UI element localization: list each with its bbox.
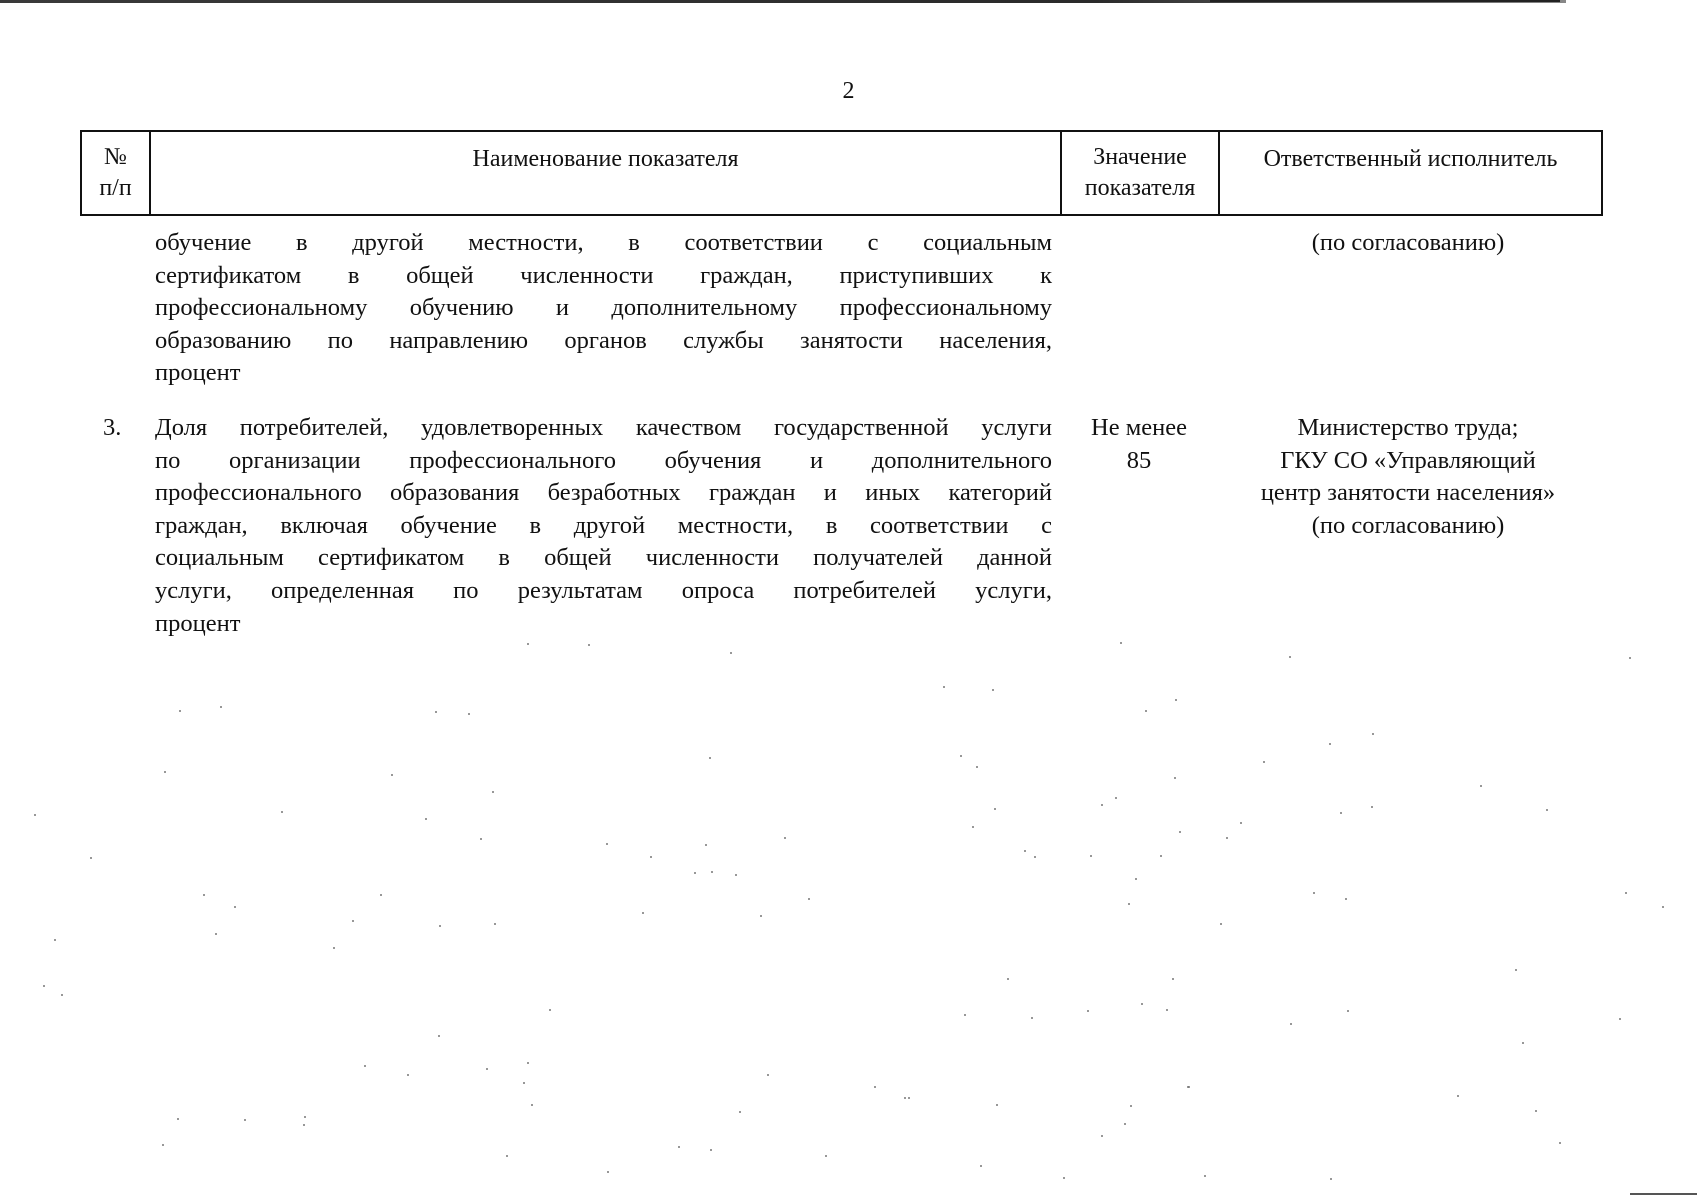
- scan-speck: [549, 1009, 551, 1011]
- scan-speck: [352, 920, 354, 922]
- scan-speck: [527, 643, 529, 645]
- scan-speck: [1166, 1009, 1168, 1011]
- scan-speck: [303, 1124, 305, 1126]
- scan-speck: [1101, 804, 1103, 806]
- scan-speck: [735, 874, 737, 876]
- scan-speck: [1457, 1095, 1459, 1097]
- scan-speck: [1087, 1010, 1089, 1012]
- scan-edge-top-overlay: [1210, 0, 1560, 2]
- scan-speck: [438, 1035, 440, 1037]
- scan-speck: [1220, 923, 1222, 925]
- scan-speck: [710, 1149, 712, 1151]
- continued-row-responsible: (по согласованию): [1311, 229, 1505, 256]
- header-num: № п/п: [82, 132, 151, 214]
- value-line: 85: [1126, 446, 1152, 474]
- scan-speck: [1329, 743, 1331, 745]
- header-name: Наименование показателя: [151, 132, 1062, 214]
- table-header: [80, 130, 1603, 216]
- scan-speck: [1145, 710, 1147, 712]
- scan-speck: [1115, 797, 1117, 799]
- scan-speck: [439, 925, 441, 927]
- scan-speck: [54, 939, 56, 941]
- scan-speck: [1175, 699, 1177, 701]
- scan-speck: [34, 814, 36, 816]
- scan-speck: [992, 689, 994, 691]
- header-responsible: Ответственный исполнитель: [1263, 146, 1558, 172]
- scan-speck: [1063, 1177, 1065, 1179]
- scan-speck: [1024, 850, 1026, 852]
- scan-speck: [1372, 733, 1374, 735]
- scan-speck: [1340, 812, 1342, 814]
- scan-speck: [980, 1165, 982, 1167]
- scan-speck: [407, 1074, 409, 1076]
- scan-speck: [391, 774, 393, 776]
- scan-speck: [531, 1104, 533, 1106]
- scan-speck: [908, 1097, 910, 1099]
- scan-speck: [527, 1062, 529, 1064]
- scan-speck: [1128, 903, 1130, 905]
- text-line: социальным сертификатом в общей численности получателей данной: [155, 544, 1052, 572]
- scan-speck: [43, 985, 45, 987]
- scan-speck: [994, 808, 996, 810]
- text-line: процент: [155, 359, 241, 387]
- scan-speck: [1546, 809, 1548, 811]
- scan-speck: [304, 1116, 306, 1118]
- scan-speck: [333, 947, 335, 949]
- scan-speck: [61, 994, 63, 996]
- scan-speck: [678, 1146, 680, 1148]
- scan-speck: [1480, 785, 1482, 787]
- scan-speck: [162, 1144, 164, 1146]
- scan-speck: [1188, 1086, 1190, 1088]
- scan-speck: [972, 826, 974, 828]
- text-line: граждан, включая обучение в другой местности, в соответствии с: [155, 511, 1052, 539]
- scan-speck: [468, 713, 470, 715]
- scan-speck: [435, 711, 437, 713]
- scan-speck: [215, 933, 217, 935]
- scan-speck: [234, 906, 236, 908]
- scan-speck: [739, 1111, 741, 1113]
- scan-speck: [1007, 978, 1009, 980]
- header-value: Значение показателя: [1062, 132, 1220, 214]
- scan-speck: [380, 894, 382, 896]
- scan-speck: [588, 644, 590, 646]
- scan-speck: [1226, 837, 1228, 839]
- scan-speck: [709, 757, 711, 759]
- row3-responsible: [1218, 412, 1598, 542]
- text-line: по организации профессионального обучения и дополнительного: [155, 446, 1052, 474]
- scan-speck: [964, 1014, 966, 1016]
- scan-speck: [1031, 1017, 1033, 1019]
- row3-value: [1060, 412, 1218, 477]
- text-line: Доля потребителей, удовлетворенных качеством государственной услуги: [155, 414, 1052, 441]
- scan-speck: [760, 915, 762, 917]
- row3-number: 3.: [103, 414, 122, 441]
- scan-speck: [1662, 906, 1664, 908]
- scan-speck: [1313, 892, 1315, 894]
- scan-speck: [220, 706, 222, 708]
- scan-speck: [1172, 978, 1174, 980]
- scan-speck: [1629, 657, 1631, 659]
- scan-speck: [1330, 1178, 1332, 1180]
- scan-speck: [179, 710, 181, 712]
- scan-speck: [960, 755, 962, 757]
- scan-speck: [767, 1074, 769, 1076]
- scan-speck: [364, 1065, 366, 1067]
- scan-speck: [1619, 1018, 1621, 1020]
- scan-speck: [1130, 1105, 1132, 1107]
- text-line: образованию по направлению органов службы занятости населения,: [155, 326, 1052, 354]
- scan-speck: [825, 1155, 827, 1157]
- scan-speck: [506, 1155, 508, 1157]
- text-line: профессионального образования безработных граждан и иных категорий: [155, 479, 1052, 507]
- scan-speck: [486, 1068, 488, 1070]
- scan-speck: [976, 766, 978, 768]
- scan-speck: [1345, 898, 1347, 900]
- scan-speck: [1174, 777, 1176, 779]
- responsible-line: центр занятости населения»: [1260, 479, 1556, 507]
- text-line: услуги, определенная по результатам опроса потребителей услуги,: [155, 576, 1052, 604]
- text-line: обучение в другой местности, в соответствии с социальным: [155, 229, 1052, 256]
- scan-speck: [480, 838, 482, 840]
- scan-speck: [1289, 656, 1291, 658]
- scan-speck: [90, 857, 92, 859]
- scan-speck: [281, 811, 283, 813]
- scan-speck: [1204, 1175, 1206, 1177]
- value-line: Не менее: [1091, 414, 1187, 441]
- text-line: сертификатом в общей численности граждан, приступивших к: [155, 261, 1052, 289]
- scan-speck: [523, 1082, 525, 1084]
- scan-speck: [1347, 1010, 1349, 1012]
- scan-speck: [244, 1119, 246, 1121]
- scan-speck: [1625, 892, 1627, 894]
- scan-edge-bottom: [1630, 1193, 1697, 1195]
- scan-speck: [874, 1086, 876, 1088]
- scan-speck: [607, 1171, 609, 1173]
- scan-speck: [808, 898, 810, 900]
- scan-speck: [1522, 1042, 1524, 1044]
- scan-speck: [1135, 878, 1137, 880]
- scan-speck: [711, 871, 713, 873]
- text-line: процент: [155, 609, 241, 637]
- scan-speck: [694, 872, 696, 874]
- scan-speck: [730, 652, 732, 654]
- scan-speck: [606, 843, 608, 845]
- scan-speck: [1371, 806, 1373, 808]
- scan-speck: [164, 771, 166, 773]
- scan-speck: [1290, 1023, 1292, 1025]
- scan-speck: [784, 837, 786, 839]
- responsible-line: ГКУ СО «Управляющий: [1280, 446, 1536, 474]
- row3-name: [155, 412, 1052, 640]
- scan-speck: [1120, 642, 1122, 644]
- scan-speck: [1141, 1003, 1143, 1005]
- scan-speck: [904, 1097, 906, 1099]
- scan-speck: [1090, 855, 1092, 857]
- scan-speck: [425, 818, 427, 820]
- scan-speck: [1179, 831, 1181, 833]
- scan-speck: [650, 856, 652, 858]
- scan-speck: [1240, 822, 1242, 824]
- scan-speck: [1559, 1142, 1561, 1144]
- scan-speck: [642, 912, 644, 914]
- scan-speck: [492, 791, 494, 793]
- scan-speck: [177, 1118, 179, 1120]
- responsible-line: (по согласованию): [1311, 511, 1505, 539]
- page-number: 2: [842, 78, 855, 104]
- scan-speck: [1263, 761, 1265, 763]
- scan-speck: [1515, 969, 1517, 971]
- scan-speck: [1101, 1135, 1103, 1137]
- responsible-line: Министерство труда;: [1297, 414, 1519, 441]
- scan-speck: [1160, 855, 1162, 857]
- scan-speck: [943, 686, 945, 688]
- scan-speck: [1124, 1123, 1126, 1125]
- text-line: профессиональному обучению и дополнительному профессиональному: [155, 294, 1052, 322]
- scan-speck: [996, 1104, 998, 1106]
- scan-speck: [705, 844, 707, 846]
- scan-speck: [1535, 1110, 1537, 1112]
- continued-row-name: [155, 227, 1052, 390]
- scan-speck: [494, 923, 496, 925]
- scan-speck: [1034, 856, 1036, 858]
- scan-speck: [203, 894, 205, 896]
